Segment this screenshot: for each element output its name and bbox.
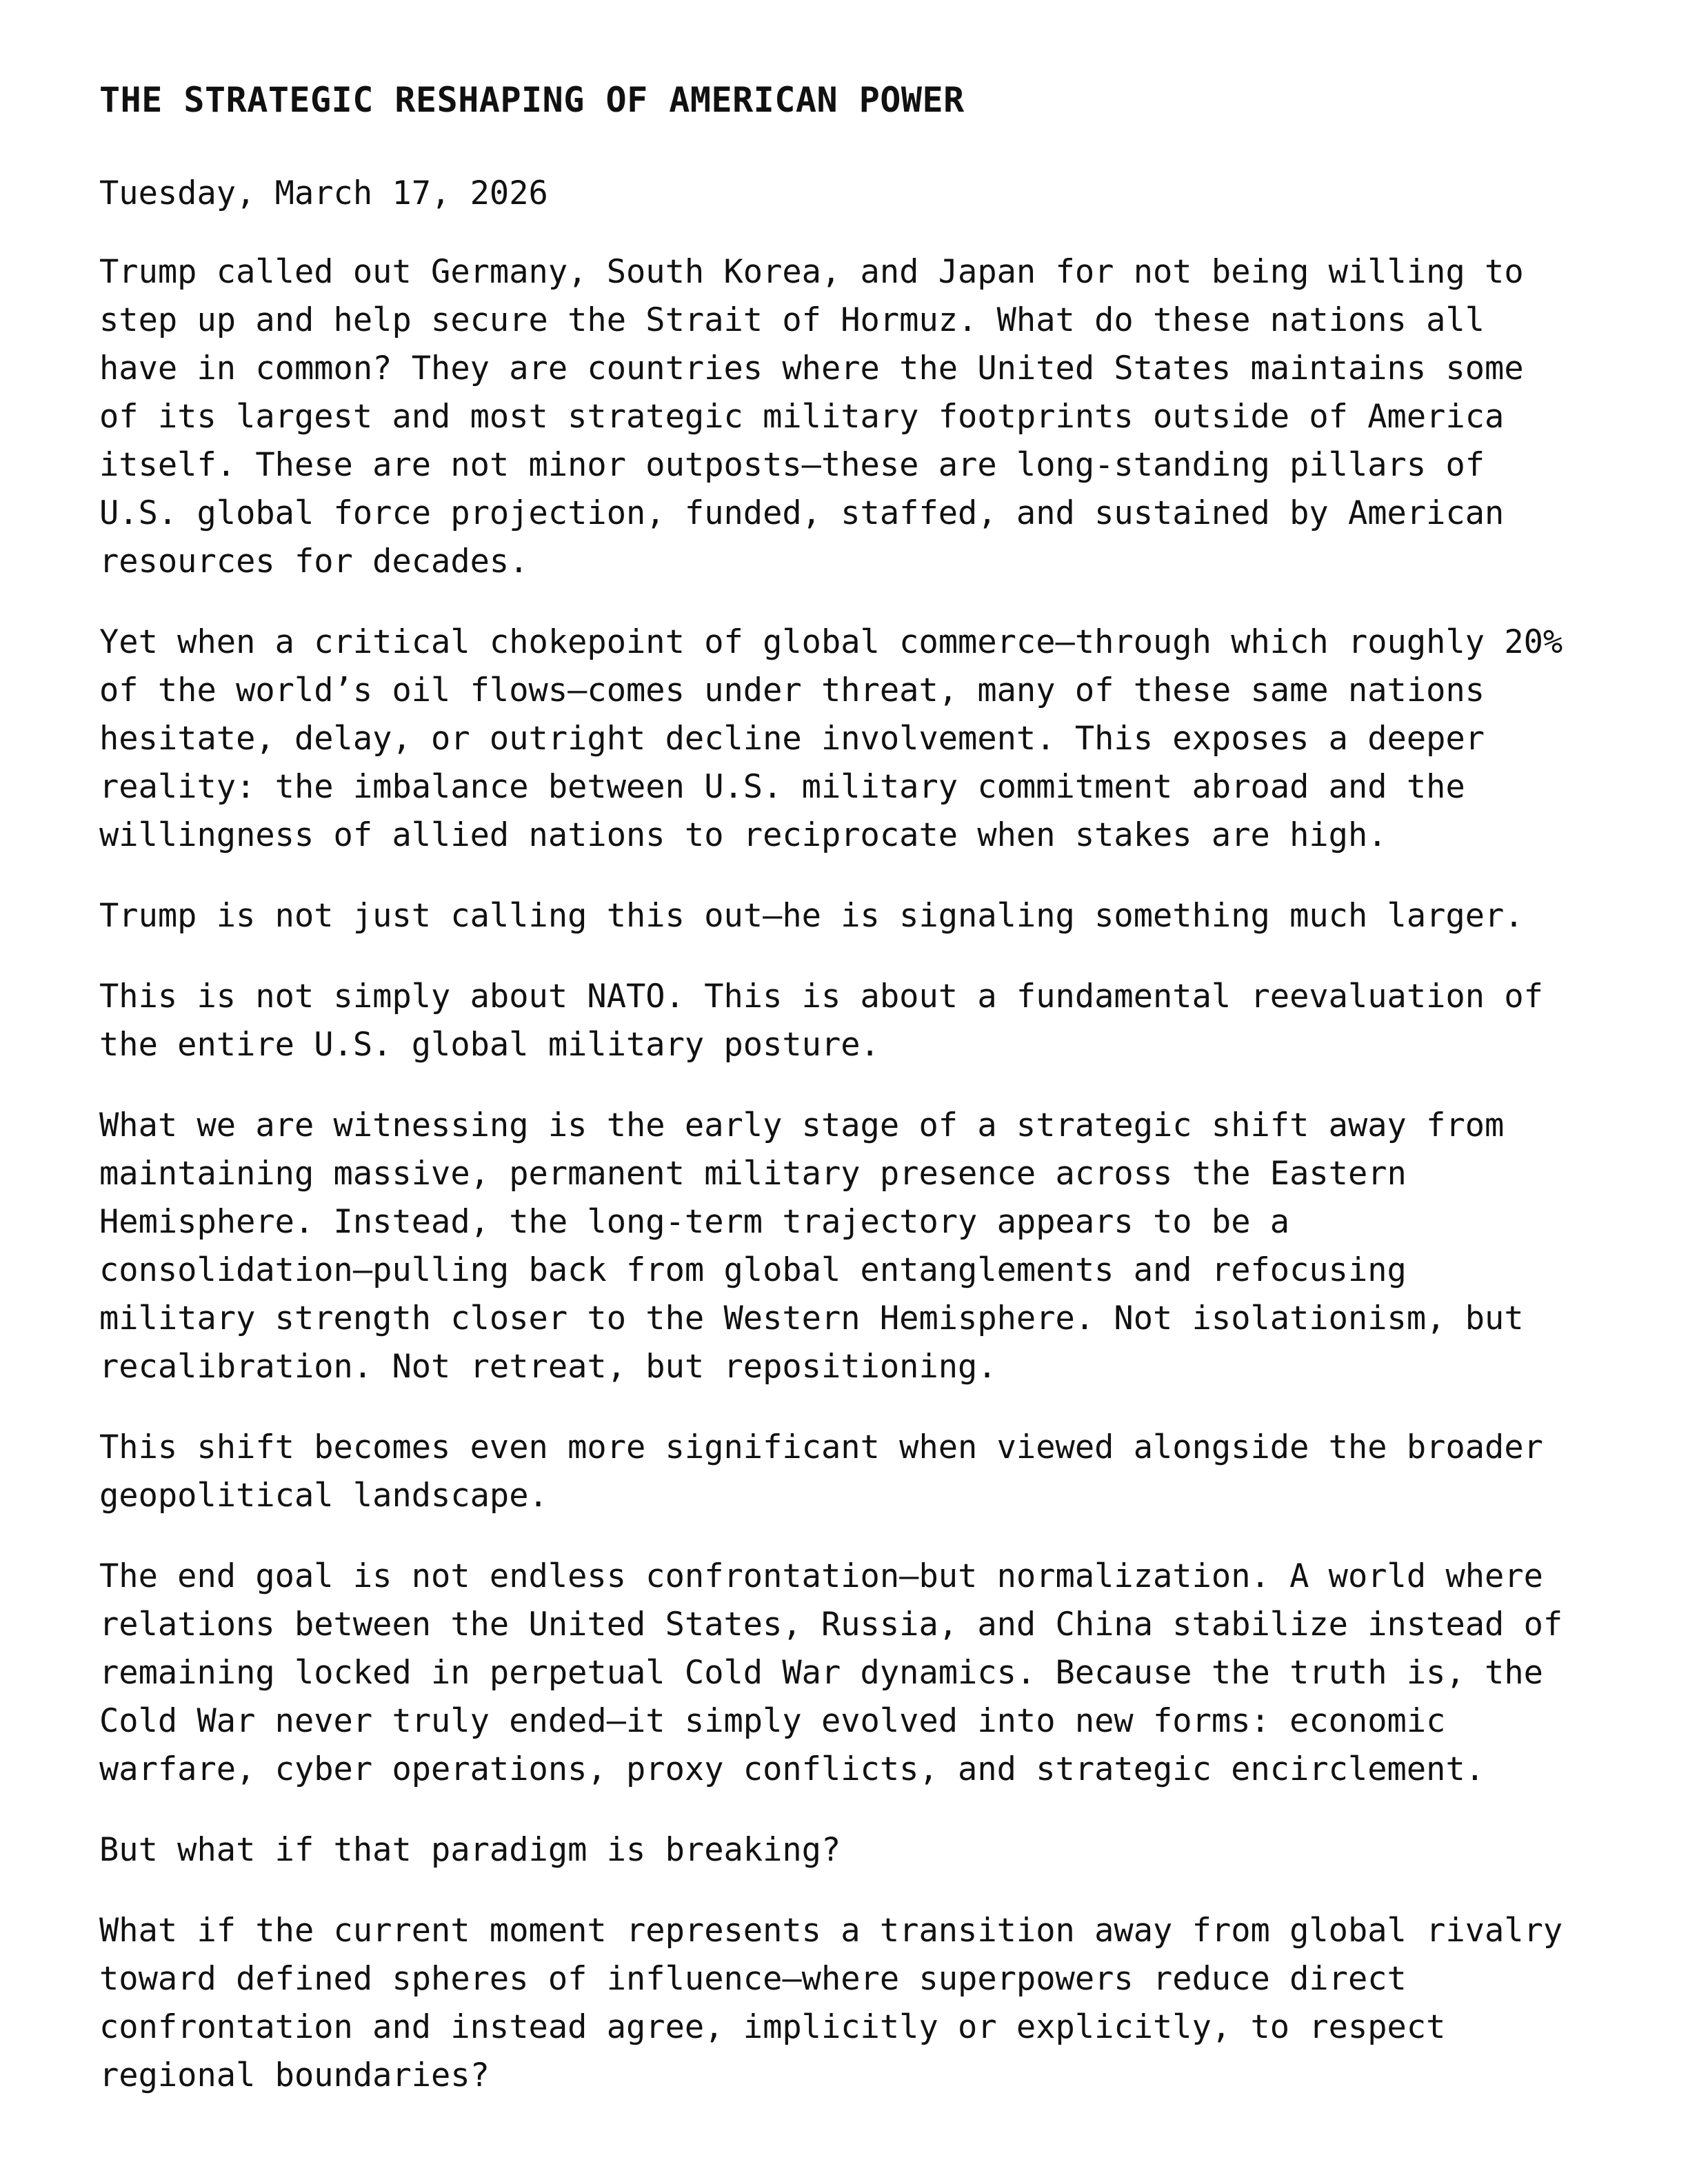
text-line: relations between the United States, Russia, and China stabilize instead of bbox=[99, 1606, 1563, 1644]
paragraph-9 bbox=[99, 1907, 1602, 2100]
text-line: U.S. global force projection, funded, staffed, and sustained by American bbox=[99, 494, 1505, 532]
text-line: itself. These are not minor outposts—these are long-standing pillars of bbox=[99, 446, 1485, 484]
document-title: THE STRATEGIC RESHAPING OF AMERICAN POWER bbox=[99, 80, 965, 120]
text-line: What we are witnessing is the early stage of a strategic shift away from bbox=[99, 1106, 1505, 1144]
text-line: military strength closer to the Western Hemisphere. Not isolationism, but bbox=[99, 1300, 1524, 1337]
text-line: What if the current moment represents a transition away from global rivalry bbox=[99, 1912, 1563, 1950]
text-line: Hemisphere. Instead, the long-term trajectory appears to be a bbox=[99, 1203, 1290, 1241]
paragraph-8 bbox=[99, 1826, 1602, 1874]
text-line: Yet when a critical chokepoint of global commerce—through which roughly 20% bbox=[99, 623, 1563, 661]
text-line: Cold War never truly ended—it simply evolved into new forms: economic bbox=[99, 1702, 1446, 1740]
paragraph-6 bbox=[99, 1424, 1602, 1520]
text-line: recalibration. Not retreat, but repositioning. bbox=[99, 1348, 997, 1386]
paragraph-5 bbox=[99, 1102, 1602, 1391]
text-line: The end goal is not endless confrontation—but normalization. A world where bbox=[99, 1557, 1543, 1595]
text-line: toward defined spheres of influence—where superpowers reduce direct bbox=[99, 1960, 1407, 1998]
document-date: Tuesday, March 17, 2026 bbox=[99, 174, 548, 212]
text-line: hesitate, delay, or outright decline involvement. This exposes a deeper bbox=[99, 720, 1485, 758]
text-line: But what if that paradigm is breaking? bbox=[99, 1831, 841, 1869]
text-line: warfare, cyber operations, proxy conflicts, and strategic encirclement. bbox=[99, 1750, 1485, 1788]
text-line: Trump called out Germany, South Korea, and Japan for not being willing to bbox=[99, 253, 1524, 291]
text-line: reality: the imbalance between U.S. military commitment abroad and the bbox=[99, 768, 1465, 806]
paragraph-3 bbox=[99, 892, 1602, 940]
text-line: remaining locked in perpetual Cold War dynamics. Because the truth is, the bbox=[99, 1654, 1543, 1692]
text-line: have in common? They are countries where the United States maintains some bbox=[99, 350, 1524, 387]
text-line: Trump is not just calling this out—he is signaling something much larger. bbox=[99, 897, 1524, 935]
text-line: the entire U.S. global military posture. bbox=[99, 1026, 880, 1064]
paragraph-1 bbox=[99, 248, 1602, 586]
text-line: maintaining massive, permanent military presence across the Eastern bbox=[99, 1155, 1407, 1193]
paragraph-4 bbox=[99, 973, 1602, 1069]
text-line: of its largest and most strategic military footprints outside of America bbox=[99, 398, 1505, 436]
paragraph-2 bbox=[99, 618, 1602, 860]
text-line: resources for decades. bbox=[99, 543, 529, 580]
text-line: confrontation and instead agree, implicitly or explicitly, to respect bbox=[99, 2008, 1446, 2046]
paragraph-7 bbox=[99, 1553, 1602, 1794]
text-line: regional boundaries? bbox=[99, 2056, 490, 2094]
text-line: of the world’s oil flows—comes under threat, many of these same nations bbox=[99, 671, 1485, 709]
text-line: geopolitical landscape. bbox=[99, 1477, 548, 1515]
document-page bbox=[99, 76, 1602, 2132]
text-line: willingness of allied nations to reciprocate when stakes are high. bbox=[99, 816, 1387, 854]
text-line: step up and help secure the Strait of Hormuz. What do these nations all bbox=[99, 301, 1485, 339]
text-line: This shift becomes even more significant when viewed alongside the broader bbox=[99, 1428, 1543, 1466]
text-line: This is not simply about NATO. This is about a fundamental reevaluation of bbox=[99, 978, 1543, 1015]
text-line: consolidation—pulling back from global entanglements and refocusing bbox=[99, 1251, 1407, 1289]
